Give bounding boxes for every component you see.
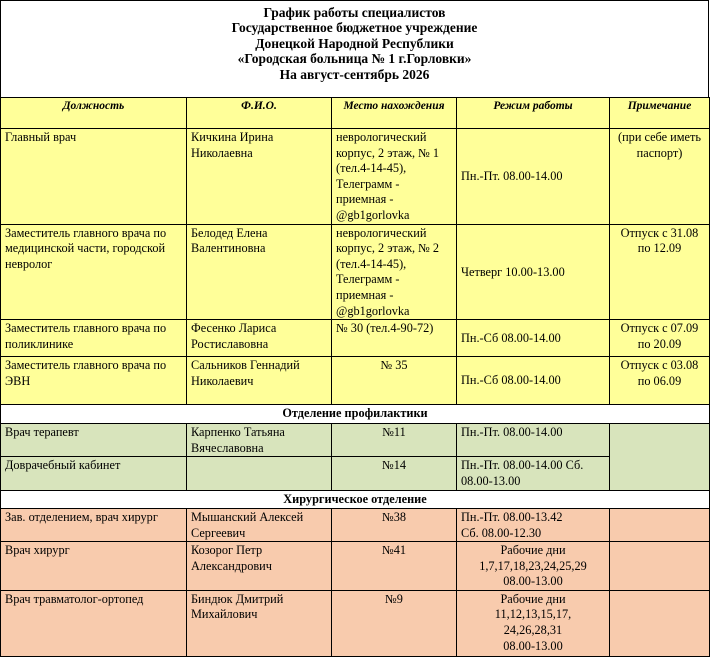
cell-schedule [457,542,610,591]
schedule-line: 11,12,13,15,17, [494,607,572,622]
header-hospital: «Городская больница № 1 г.Горловки» [237,51,472,67]
cell-name: Карпенко Татьяна Вячеславовна [187,424,332,457]
cell-name [187,457,332,491]
table-row [1,508,710,541]
section-row [1,491,710,509]
cell-position: Заместитель главного врача по ЭВН [1,357,187,405]
cell-location: неврологический корпус, 2 этаж, № 1 (тел.4-14-45), Телеграмм - приемная - @gb1gorlovka [332,129,457,225]
table-header-row [1,98,710,129]
cell-schedule: Пн.-Пт. 08.00-14.00 Сб. 08.00-13.00 [457,457,610,491]
column-header-schedule: Режим работы [457,98,610,129]
cell-note: Отпуск с 07.09 по 20.09 [610,320,710,357]
cell-position: Зав. отделением, врач хирург [1,508,187,541]
header-republic: Донецкой Народной Республики [255,35,454,51]
cell-schedule [457,508,610,541]
cell-note-empty [610,508,710,541]
cell-location: №41 [332,542,457,591]
cell-location: №38 [332,508,457,541]
cell-schedule: Пн.-Пт. 08.00-14.00 [457,129,610,225]
table-row [1,542,710,591]
section-prevention: Отделение профилактики [1,405,710,424]
column-header-note: Примечание [610,98,710,129]
cell-position: Доврачебный кабинет [1,457,187,491]
schedule-line: Рабочие дни [500,591,566,606]
schedule-table [0,97,710,657]
cell-position: Главный врач [1,129,187,225]
schedule-line: Сб. 08.00-12.30 [461,525,542,540]
schedule-line: 24,26,28,31 [503,623,563,638]
section-row [1,405,710,424]
table-row [1,457,710,491]
cell-location: №9 [332,590,457,656]
cell-schedule: Пн.-Сб 08.00-14.00 [457,357,610,405]
column-header-name: Ф.И.О. [187,98,332,129]
section-surgery: Хирургическое отделение [1,491,710,509]
cell-schedule [457,590,610,656]
table-row [1,357,710,405]
header-institution: Государственное бюджетное учреждение [231,20,478,36]
header-title: График работы специалистов [263,5,446,20]
cell-note: Отпуск с 31.08 по 12.09 [610,224,710,320]
cell-name: Сальников Геннадий Николаевич [187,357,332,405]
cell-note: (при себе иметь паспорт) [610,129,710,225]
cell-name: Белодед Елена Валентиновна [187,224,332,320]
cell-location: неврологический корпус, 2 этаж, № 2 (тел.4-14-45), Телеграмм - приемная - @gb1gorlovka [332,224,457,320]
cell-location: №11 [332,424,457,457]
cell-position: Заместитель главного врача по медицинской части, городской невролог [1,224,187,320]
cell-schedule: Пн.-Сб 08.00-14.00 [457,320,610,357]
column-header-position: Должность [1,98,187,129]
table-row [1,424,710,457]
column-header-location: Место нахождения [332,98,457,129]
cell-position: Врач травматолог-ортопед [1,590,187,656]
cell-location: № 35 [332,357,457,405]
header-period: На август-сентябрь 2026 [279,66,430,82]
cell-position: Заместитель главного врача по поликлинике [1,320,187,357]
cell-location: № 30 (тел.4-90-72) [332,320,457,357]
cell-schedule: Пн.-Пт. 08.00-14.00 [457,424,610,457]
cell-position: Врач терапевт [1,424,187,457]
cell-name: Козорог Петр Александрович [187,542,332,591]
cell-note: Отпуск с 03.08 по 06.09 [610,357,710,405]
cell-name: Фесенко Лариса Ростиславовна [187,320,332,357]
cell-location: №14 [332,457,457,491]
table-row [1,590,710,656]
table-row [1,129,710,225]
schedule-line: 1,7,17,18,23,24,25,29 [479,558,587,573]
schedule-line: Рабочие дни [500,543,566,558]
cell-schedule: Четверг 10.00-13.00 [457,224,610,320]
schedule-line: 08.00-13.00 [503,638,563,653]
cell-name: Биндюк Дмитрий Михайлович [187,590,332,656]
cell-note-empty [610,590,710,656]
table-row [1,224,710,320]
schedule-line: 08.00-13.00 [503,574,563,589]
table-row [1,320,710,357]
cell-position: Врач хирург [1,542,187,591]
cell-name: Мышанский Алексей Сергеевич [187,508,332,541]
cell-note-empty [610,542,710,591]
cell-note-empty [610,424,710,491]
schedule-line: Пн.-Пт. 08.00-13.42 [461,509,563,524]
cell-name: Кичкина Ирина Николаевна [187,129,332,225]
document-header [0,0,709,97]
